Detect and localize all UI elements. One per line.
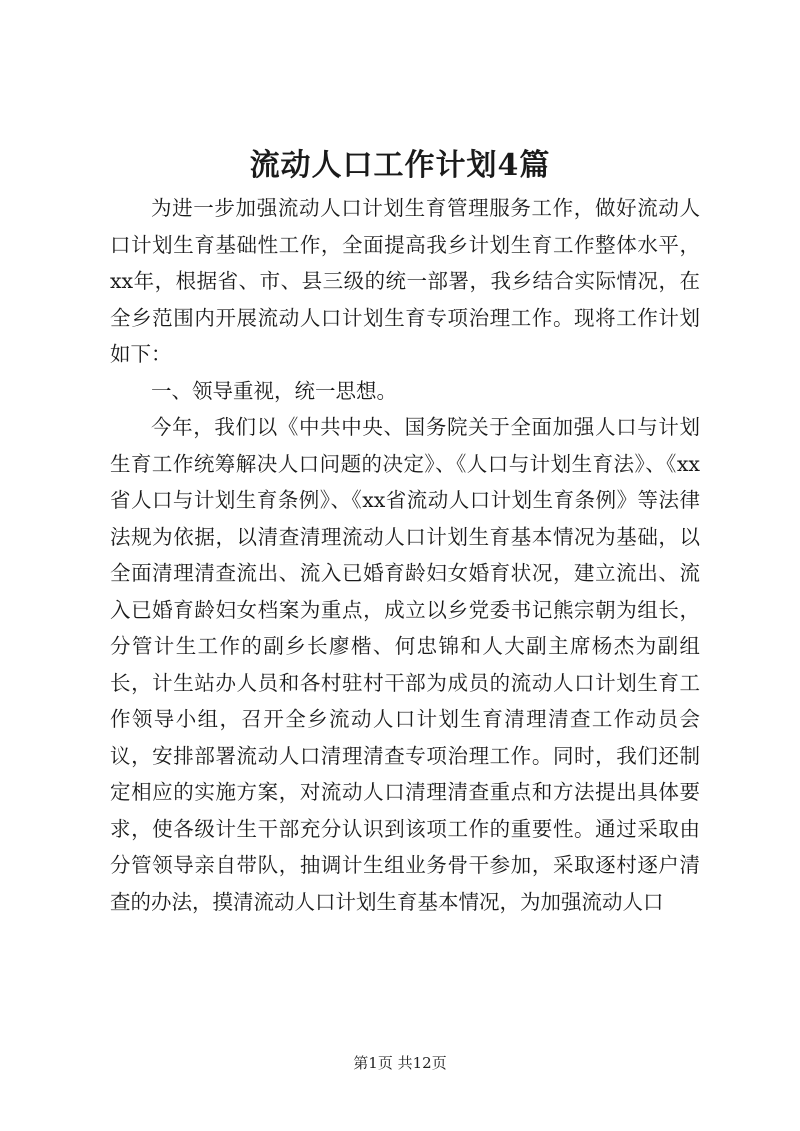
page-footer: 第1页 共12页 <box>353 1054 447 1072</box>
paragraph-intro: 为进一步加强流动人口计划生育管理服务工作，做好流动人口计划生育基础性工作，全面提高我乡计划生育工作整体水平，xx年，根据省、市、县三级的统一部署，我乡结合实际情况，在全乡范围内开展流动人口计划生育专项治理工作。现将工作计划如下： <box>110 196 700 366</box>
paragraph-section-heading: 一、领导重视，统一思想。 <box>151 378 397 403</box>
document-body <box>110 190 700 920</box>
paragraph-main: 今年，我们以《中共中央、国务院关于全面加强人口与计划生育工作统筹解决人口问题的决定》、《人口与计划生育法》、《xx省人口与计划生育条例》、《xx省流动人口计划生育条例》等法律法规为依据，以清查清理流动人口计划生育基本情况为基础，以全面清理清查流出、流入已婚育龄妇女婚育状况，建立流出、流入已婚育龄妇女档案为重点，成立以乡党委书记熊宗朝为组长，分管计生工作的副乡长廖楷、何忠锦和人大副主席杨杰为副组长，计生站办人员和各村驻村干部为成员的流动人口计划生育工作领导小组，召开全乡流动人口计划生育清理清查工作动员会议，安排部署流动人口清理清查专项治理工作。同时，我们还制定相应的实施方案，对流动人口清理清查重点和方法提出具体要求，使各级计生干部充分认识到该项工作的重要性。通过采取由分管领导亲自带队，抽调计生组业务骨干参加，采取逐村逐户清查的办法，摸清流动人口计划生育基本情况，为加强流动人口 <box>110 415 700 914</box>
document-title: 流动人口工作计划4篇 <box>249 148 551 183</box>
